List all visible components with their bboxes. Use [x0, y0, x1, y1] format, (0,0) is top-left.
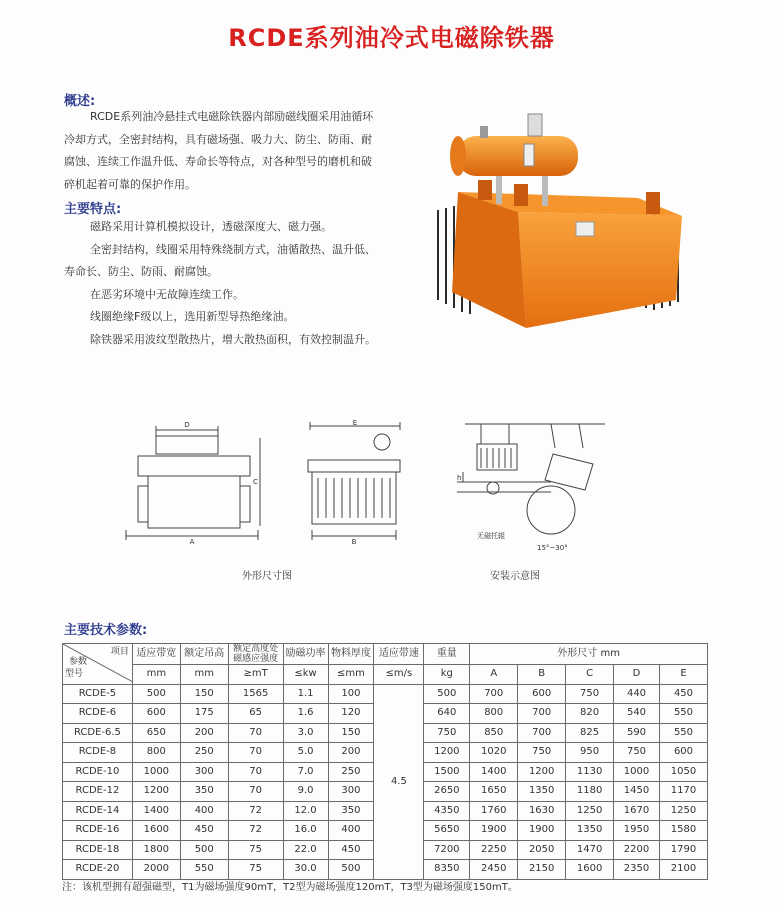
feature-line: 全密封结构，线圈采用特殊绕制方式，油循散热、温升低、 [90, 242, 376, 256]
table-cell: 650 [132, 723, 180, 743]
table-cell: 1760 [470, 801, 518, 821]
table-cell: 750 [566, 684, 614, 704]
table-cell: 7.0 [283, 762, 328, 782]
table-cell: 1170 [659, 782, 707, 802]
table-cell: 70 [228, 723, 283, 743]
table-cell: 1050 [659, 762, 707, 782]
table-cell: 1400 [470, 762, 518, 782]
table-cell: 640 [424, 704, 470, 724]
unit-power: ≤kw [283, 665, 328, 685]
dim-label-h: h [457, 474, 462, 482]
dim-label-a: A [189, 538, 195, 546]
overview-line: 碎机起着可靠的保护作用。 [64, 177, 196, 191]
table-cell: 120 [328, 704, 374, 724]
overview-line: 冷却方式，全密封结构，具有磁场强、吸力大、防尘、防雨、耐 [64, 132, 372, 146]
table-cell: 1.1 [283, 684, 328, 704]
header-thickness: 物料厚度 [328, 644, 374, 665]
table-cell: 1800 [132, 840, 180, 860]
dim-label-c: C [253, 478, 258, 486]
feature-line: 在恶劣环境中无故障连续工作。 [90, 287, 244, 301]
table-cell: 8350 [424, 860, 470, 880]
specs-heading: 主要技术参数: [64, 623, 148, 638]
unit-speed: ≤m/s [374, 665, 424, 685]
table-cell: 600 [132, 704, 180, 724]
table-cell: 250 [180, 743, 228, 763]
table-cell: 700 [470, 684, 518, 704]
table-cell: 150 [180, 684, 228, 704]
table-cell: 1650 [470, 782, 518, 802]
table-cell: 540 [614, 704, 660, 724]
table-cell: 1580 [659, 821, 707, 841]
table-cell: 400 [328, 821, 374, 841]
table-cell: 1350 [518, 782, 566, 802]
table-cell: 700 [518, 723, 566, 743]
col-b: B [518, 665, 566, 685]
table-cell: 600 [659, 743, 707, 763]
overview-line: RCDE系列油冷悬挂式电磁除铁器内部励磁线圈采用油循环 [90, 110, 374, 123]
table-cell: 800 [470, 704, 518, 724]
table-cell: 1950 [614, 821, 660, 841]
overview-heading: 概述: [64, 94, 96, 109]
table-cell: 1000 [614, 762, 660, 782]
dim-label-d: D [184, 421, 190, 429]
table-cell: RCDE-8 [63, 743, 133, 763]
table-cell: 450 [180, 821, 228, 841]
unit-belt-width: mm [132, 665, 180, 685]
table-cell: RCDE-16 [63, 821, 133, 841]
table-cell: 1180 [566, 782, 614, 802]
table-cell: 200 [328, 743, 374, 763]
belt-speed-cell: 4.5 [374, 684, 424, 879]
table-cell: 150 [328, 723, 374, 743]
header-item: 项目 [110, 647, 129, 657]
table-cell: 1500 [424, 762, 470, 782]
header-field-strength: 额定高度处磁感应强度 [228, 644, 283, 665]
table-cell: RCDE-14 [63, 801, 133, 821]
table-cell: 2000 [132, 860, 180, 880]
table-cell: 500 [424, 684, 470, 704]
table-cell: 1200 [518, 762, 566, 782]
table-cell: 1790 [659, 840, 707, 860]
table-cell: 9.0 [283, 782, 328, 802]
table-cell: 12.0 [283, 801, 328, 821]
col-d: D [614, 665, 660, 685]
roller-label: 无磁托辊 [477, 532, 505, 540]
table-cell: 550 [659, 723, 707, 743]
table-cell: 850 [470, 723, 518, 743]
spec-table [62, 643, 708, 880]
feature-line: 除铁器采用波纹型散热片，增大散热面积，有效控制温升。 [90, 332, 376, 346]
header-belt-width: 适应带宽 [132, 644, 180, 665]
header-model: 型号 [65, 669, 84, 679]
table-cell: 350 [180, 782, 228, 802]
table-cell: 72 [228, 821, 283, 841]
table-cell: 300 [328, 782, 374, 802]
table-row [63, 684, 708, 704]
table-cell: 590 [614, 723, 660, 743]
table-cell: 1900 [470, 821, 518, 841]
table-cell: 700 [518, 704, 566, 724]
table-cell: 1250 [659, 801, 707, 821]
installation-diagram [455, 418, 615, 558]
table-cell: 820 [566, 704, 614, 724]
table-cell: 2650 [424, 782, 470, 802]
header-hang-height: 额定吊高 [180, 644, 228, 665]
table-cell: 600 [518, 684, 566, 704]
table-cell: RCDE-6.5 [63, 723, 133, 743]
overview-text [64, 106, 404, 196]
table-cell: 1400 [132, 801, 180, 821]
table-cell: RCDE-6 [63, 704, 133, 724]
dim-label-e: E [352, 419, 358, 427]
feature-line: 线圈绝缘F级以上，选用新型导热绝缘油。 [90, 310, 295, 323]
table-cell: 70 [228, 743, 283, 763]
table-cell: 1000 [132, 762, 180, 782]
table-cell: 1450 [614, 782, 660, 802]
table-cell: 2350 [614, 860, 660, 880]
col-a: A [470, 665, 518, 685]
table-cell: 72 [228, 801, 283, 821]
feature-line: 磁路采用计算机模拟设计，透磁深度大、磁力强。 [90, 220, 332, 233]
unit-hang-height: mm [180, 665, 228, 685]
table-cell: 22.0 [283, 840, 328, 860]
table-cell: 200 [180, 723, 228, 743]
table-cell: 2250 [470, 840, 518, 860]
table-cell: 450 [659, 684, 707, 704]
table-cell: 100 [328, 684, 374, 704]
table-cell: 2200 [614, 840, 660, 860]
table-cell: 1600 [566, 860, 614, 880]
page-title: RCDE系列油冷式电磁除铁器 [228, 24, 555, 52]
table-cell: 750 [424, 723, 470, 743]
unit-weight: kg [424, 665, 470, 685]
footnote: 注：该机型拥有超强磁型，T1为磁场强度90mT，T2型为磁场强度120mT，T3型为磁场强度150mT。 [62, 882, 518, 893]
feature-line: 寿命长、防尘、防雨、耐腐蚀。 [64, 265, 218, 278]
installation-caption: 安装示意图 [490, 571, 540, 582]
features-text [64, 216, 409, 351]
table-cell: 70 [228, 762, 283, 782]
table-cell: 65 [228, 704, 283, 724]
table-cell: 1130 [566, 762, 614, 782]
table-cell: 7200 [424, 840, 470, 860]
table-cell: 1470 [566, 840, 614, 860]
table-cell: 2050 [518, 840, 566, 860]
header-weight: 重量 [424, 644, 470, 665]
table-cell: 5.0 [283, 743, 328, 763]
table-cell: 16.0 [283, 821, 328, 841]
header-dimensions: 外形尺寸 mm [470, 644, 708, 665]
table-cell: 1670 [614, 801, 660, 821]
unit-field: ≥mT [228, 665, 283, 685]
table-cell: 30.0 [283, 860, 328, 880]
header-param: 参数 [69, 657, 88, 667]
table-cell: 1600 [132, 821, 180, 841]
unit-thickness: ≤mm [328, 665, 374, 685]
table-cell: 1200 [424, 743, 470, 763]
features-heading: 主要特点: [64, 202, 122, 217]
front-view-diagram [118, 418, 268, 548]
table-cell: 175 [180, 704, 228, 724]
table-cell: 1.6 [283, 704, 328, 724]
table-cell: 1900 [518, 821, 566, 841]
table-cell: 75 [228, 840, 283, 860]
table-cell: 2450 [470, 860, 518, 880]
side-view-diagram [300, 418, 410, 548]
table-cell: 1350 [566, 821, 614, 841]
header-belt-speed: 适应带速 [374, 644, 424, 665]
table-cell: 800 [132, 743, 180, 763]
table-cell: 1565 [228, 684, 283, 704]
table-cell: 1250 [566, 801, 614, 821]
angle-label: 15°~30° [537, 544, 568, 552]
table-cell: RCDE-5 [63, 684, 133, 704]
table-cell: RCDE-20 [63, 860, 133, 880]
table-cell: 75 [228, 860, 283, 880]
dim-label-b: B [351, 538, 357, 546]
table-cell: 4350 [424, 801, 470, 821]
table-cell: 750 [614, 743, 660, 763]
col-c: C [566, 665, 614, 685]
dimension-caption: 外形尺寸图 [242, 571, 292, 582]
table-cell: 350 [328, 801, 374, 821]
table-cell: 750 [518, 743, 566, 763]
overview-line: 腐蚀、连续工作温升低、寿命长等特点，对各种型号的磨机和破 [64, 155, 372, 168]
table-cell: 1630 [518, 801, 566, 821]
table-cell: 2150 [518, 860, 566, 880]
table-cell: 300 [180, 762, 228, 782]
table-cell: 550 [180, 860, 228, 880]
table-cell: 70 [228, 782, 283, 802]
table-cell: 250 [328, 762, 374, 782]
table-cell: 500 [328, 860, 374, 880]
product-photo [418, 100, 698, 335]
table-cell: 3.0 [283, 723, 328, 743]
table-cell: 400 [180, 801, 228, 821]
table-cell: 500 [132, 684, 180, 704]
table-cell: 5650 [424, 821, 470, 841]
table-cell: RCDE-18 [63, 840, 133, 860]
table-cell: 440 [614, 684, 660, 704]
header-power: 励磁功率 [283, 644, 328, 665]
table-cell: 450 [328, 840, 374, 860]
table-cell: 1200 [132, 782, 180, 802]
table-cell: RCDE-12 [63, 782, 133, 802]
header-corner [63, 644, 133, 685]
table-cell: 500 [180, 840, 228, 860]
col-e: E [659, 665, 707, 685]
table-cell: 550 [659, 704, 707, 724]
table-cell: RCDE-10 [63, 762, 133, 782]
table-cell: 825 [566, 723, 614, 743]
table-cell: 950 [566, 743, 614, 763]
table-cell: 2100 [659, 860, 707, 880]
table-cell: 1020 [470, 743, 518, 763]
